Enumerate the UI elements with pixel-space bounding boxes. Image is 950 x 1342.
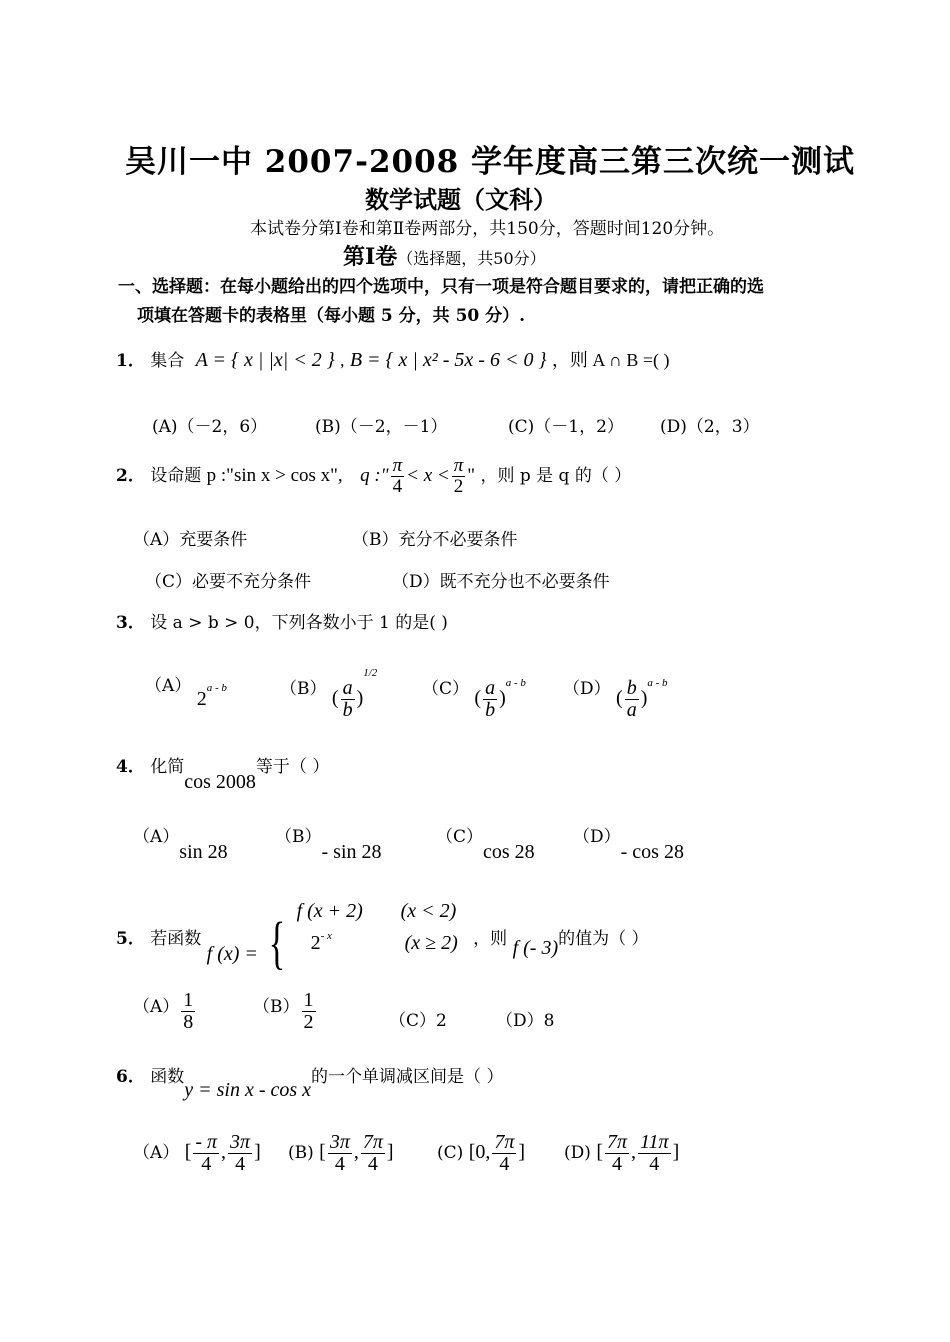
part-heading: [343, 240, 546, 271]
question-ask-expression: f (- 3): [512, 936, 559, 959]
q1-option-d[interactable]: (D)（2，3）: [660, 417, 760, 437]
option-label: （C）: [422, 679, 470, 699]
q6-option-a[interactable]: [133, 1132, 261, 1175]
paren-close: ): [640, 687, 648, 709]
case-base: 2: [310, 932, 321, 954]
numerator: 1: [303, 989, 314, 1011]
question-dot: ．: [127, 465, 145, 486]
option-expression-exponent: a - b: [206, 682, 227, 694]
denominator: 4: [499, 1153, 510, 1175]
numerator: 3π: [329, 1131, 350, 1153]
paren-close: ): [356, 687, 364, 709]
fraction-a-over-b: [341, 678, 355, 721]
question-number: 6: [116, 1067, 128, 1087]
question-6: [116, 1062, 504, 1101]
q4-option-c[interactable]: [436, 822, 535, 863]
case-exponent: - x: [320, 930, 332, 942]
q3-option-d[interactable]: [563, 668, 668, 721]
q2-option-d[interactable]: （D）既不充分也不必要条件: [392, 572, 610, 592]
option-label: （A）: [133, 827, 180, 847]
option-label: (D): [564, 1143, 591, 1164]
question-suffix: 的一个单调减区间是（ ）: [311, 1067, 504, 1087]
option-expression-exponent: 1/2: [363, 667, 378, 679]
option-label: （A）: [133, 997, 180, 1017]
fraction-pi-over-2: [452, 456, 466, 497]
denominator: a: [626, 699, 637, 721]
option-value: - sin 28: [321, 841, 382, 863]
q1-option-a[interactable]: (A)（－2，6）: [152, 417, 268, 437]
denominator: b: [485, 699, 496, 721]
q3-option-c[interactable]: [422, 668, 526, 721]
case-condition: (x < 2): [400, 900, 457, 922]
case-expression: f (x + 2): [296, 900, 363, 922]
fraction: [228, 1132, 252, 1175]
option-label: （D）: [573, 827, 621, 847]
q2-option-b[interactable]: （B）充分不必要条件: [352, 530, 518, 550]
case-condition: (x ≥ 2): [404, 932, 458, 954]
denominator: 4: [201, 1153, 212, 1175]
q6-option-d[interactable]: [564, 1132, 679, 1175]
question-text: 设 a > b > 0，下列各数小于 1 的是( ): [150, 613, 448, 633]
exam-title: 吴川一中 2007-2008 学年度高三第三次统一测试: [125, 144, 856, 180]
question-number: 3: [116, 613, 128, 633]
set-a-expression: A = { x | |x| < 2 }: [195, 349, 335, 371]
numerator: π: [453, 455, 464, 476]
section-instruction-line2: 项填在答题卡的表格里（每小题 5 分，共 50 分）.: [137, 306, 526, 326]
denominator: b: [342, 699, 353, 721]
option-label: （A）: [145, 676, 192, 696]
question-dot: ．: [127, 928, 145, 949]
exam-intro: 本试卷分第Ⅰ卷和第Ⅱ卷两部分，共150分，答题时间120分钟。: [250, 219, 725, 239]
q6-option-c[interactable]: [437, 1132, 525, 1175]
interval-expression: [0, $\frac{7\pi}{4}$ ]: [468, 1131, 526, 1175]
q1-option-b[interactable]: (B)（－2，－1）: [315, 417, 448, 437]
option-label: （A）: [133, 1143, 180, 1164]
numerator: b: [626, 677, 637, 699]
interval-expression: [ $\frac{3\pi}{4}$ , $\frac{7\pi}{4}$ ]: [319, 1131, 394, 1175]
question-1: [116, 346, 670, 372]
numerator: a: [342, 677, 353, 699]
exam-subtitle: 数学试题（文科）: [365, 185, 557, 214]
question-suffix: 等于（ ）: [255, 757, 330, 777]
question-dot: ．: [127, 613, 145, 633]
option-label: (C): [437, 1143, 464, 1164]
option-label: （B）: [280, 679, 327, 699]
numerator: 7π: [494, 1131, 515, 1153]
proposition-q-prefix: q :": [360, 464, 389, 486]
fraction: [361, 1132, 385, 1175]
numerator: - π: [195, 1131, 218, 1153]
q5-option-c[interactable]: （C）2: [389, 1011, 447, 1031]
numerator: 3π: [230, 1131, 251, 1153]
numerator: π: [392, 455, 403, 476]
question-4: [116, 752, 330, 793]
denominator: 4: [612, 1153, 622, 1175]
piecewise-cases: [297, 900, 458, 960]
fraction-a-over-b: [483, 678, 497, 721]
option-value: sin 28: [179, 841, 228, 863]
fraction: [605, 1132, 629, 1175]
q6-option-b[interactable]: [288, 1132, 394, 1175]
fraction-1-over-2: [302, 990, 316, 1033]
option-label: （B）: [253, 997, 300, 1017]
q5-option-b[interactable]: [253, 990, 318, 1033]
question-ask: ，则 p 是 q 的（ ）: [480, 465, 632, 486]
part-title: 第Ⅰ卷: [343, 244, 398, 270]
paren-open: (: [616, 687, 623, 709]
paren-open: (: [474, 687, 482, 709]
q5-option-d[interactable]: （D）8: [496, 1011, 555, 1031]
denominator: 4: [649, 1153, 660, 1175]
question-dot: ．: [127, 351, 145, 371]
piecewise-brace: {: [268, 910, 286, 975]
denominator: 2: [303, 1011, 314, 1033]
denominator: 8: [183, 1011, 194, 1033]
q4-option-a[interactable]: [133, 822, 228, 863]
numerator: 7π: [606, 1131, 628, 1153]
case-expression: [297, 930, 387, 955]
denominator: 2: [453, 475, 464, 497]
option-expression-exponent: a - b: [647, 677, 668, 689]
question-number: 2: [116, 465, 128, 486]
q4-option-b[interactable]: [275, 822, 382, 863]
part-note: （选择题，共50分）: [397, 249, 546, 268]
q2-option-a[interactable]: （A）充要条件: [133, 530, 248, 550]
question-prefix: 若函数: [150, 928, 202, 949]
question-prefix: 设命题: [150, 465, 202, 486]
denominator: 4: [392, 475, 403, 497]
question-expression: y = sin x - cos x: [184, 1079, 312, 1101]
case-row-1: [297, 900, 458, 930]
section-instruction-line1: 一、选择题：在每小题给出的四个选项中，只有一项是符合题目要求的，请把正确的选: [118, 277, 764, 297]
numerator: a: [485, 677, 496, 699]
q3-option-b[interactable]: [280, 667, 378, 721]
question-2: [116, 456, 631, 497]
question-number: 4: [116, 757, 128, 777]
question-5: [116, 900, 649, 975]
fraction: [638, 1132, 671, 1175]
question-ask-a: ，则: [473, 928, 508, 949]
set-b-expression: B = { x | x² - 5x - 6 < 0 }: [349, 349, 547, 371]
interval-expression: [ $\frac{7\pi}{4}$ , $\frac{11\pi}{4}$ ]: [596, 1131, 680, 1175]
question-prefix: 集合: [150, 351, 185, 371]
fraction: [328, 1132, 352, 1175]
paren-close: ): [499, 687, 506, 709]
comma: ,: [340, 351, 345, 370]
fraction-1-over-8: [181, 990, 195, 1033]
paren-open: (: [331, 687, 339, 709]
question-number: 1: [116, 351, 128, 371]
option-value: - cos 28: [620, 841, 684, 863]
interval-expression: [ $\frac{- \pi}{4}$ , $\frac{3\pi}{4}$ ]: [184, 1131, 261, 1175]
proposition-q-mid: < x <: [406, 464, 450, 486]
q4-option-d[interactable]: [573, 822, 684, 863]
denominator: 4: [367, 1153, 378, 1175]
q1-option-c[interactable]: (C)（－1，2）: [508, 417, 624, 437]
question-prefix: 化简: [150, 757, 185, 777]
option-label: （C）: [436, 827, 484, 847]
case-row-2: [297, 930, 458, 960]
fraction-b-over-a: [625, 678, 639, 721]
numerator: 7π: [362, 1131, 383, 1153]
fraction: [492, 1132, 516, 1175]
question-expression: cos 2008: [184, 771, 256, 793]
option-expression-base: 2: [196, 688, 207, 710]
option-expression-exponent: a - b: [505, 677, 526, 689]
fraction: [193, 1132, 219, 1175]
denominator: 4: [334, 1153, 345, 1175]
question-ask: ，则 A ∩ B =( ): [551, 350, 670, 370]
option-label: （B）: [275, 827, 322, 847]
function-name: f (x) =: [206, 942, 258, 965]
numerator: 1: [183, 989, 194, 1011]
option-label: (B): [288, 1143, 314, 1164]
question-number: 5: [116, 928, 128, 949]
proposition-p: p :"sin x > cos x",: [206, 464, 343, 486]
numerator: 11π: [640, 1131, 669, 1153]
question-dot: ．: [127, 757, 145, 777]
question-ask-b: 的值为（ ）: [558, 928, 649, 949]
question-prefix: 函数: [150, 1067, 185, 1087]
q3-option-a[interactable]: [145, 668, 227, 710]
option-value: cos 28: [483, 841, 535, 863]
question-3: [116, 608, 448, 633]
q2-option-c[interactable]: （C）必要不充分条件: [145, 572, 312, 592]
question-dot: ．: [127, 1067, 145, 1087]
q5-option-a[interactable]: [133, 990, 197, 1033]
proposition-q-suffix: ": [467, 464, 476, 486]
option-label: （D）: [563, 679, 611, 699]
fraction-pi-over-4: [391, 456, 405, 497]
denominator: 4: [235, 1153, 246, 1175]
